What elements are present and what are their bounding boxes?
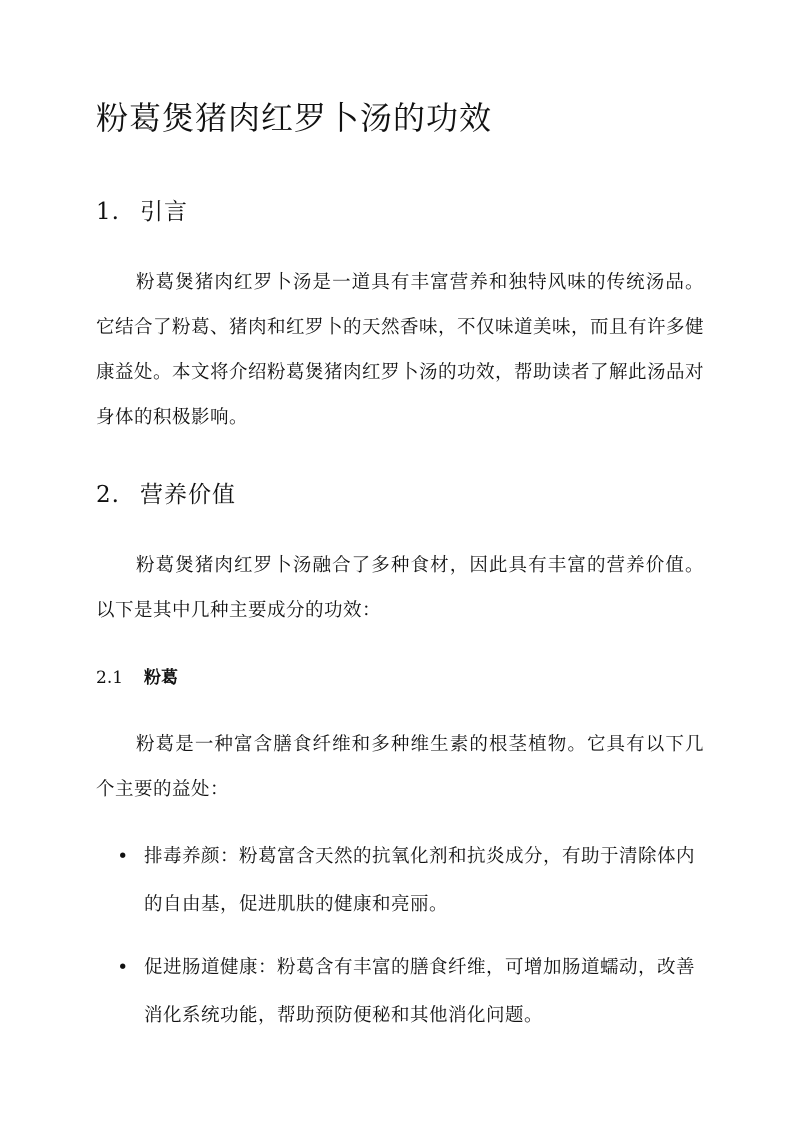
section-number: 2. — [96, 482, 120, 508]
subsection-heading-kudzu — [96, 666, 178, 690]
section-heading-nutrition — [96, 479, 236, 511]
nutrition-paragraph: 粉葛煲猪肉红罗卜汤融合了多种食材，因此具有丰富的营养价值。以下是其中几种主要成分的功效： — [96, 555, 704, 621]
list-item-text: 促进肠道健康：粉葛含有丰富的膳食纤维，可增加肠道蠕动，改善消化系统功能，帮助预防便秘和其他消化问题。 — [144, 957, 696, 1026]
section-title: 引言 — [140, 199, 188, 225]
subsection-number: 2.1 — [96, 668, 124, 688]
bullet-marker: • — [117, 957, 129, 978]
list-item — [116, 833, 704, 929]
section-heading-introduction — [96, 196, 188, 228]
section-title: 营养价值 — [140, 482, 236, 508]
introduction-paragraph: 粉葛煲猪肉红罗卜汤是一道具有丰富营养和独特风味的传统汤品。它结合了粉葛、猪肉和红罗卜的天然香味，不仅味道美味，而且有许多健康益处。本文将介绍粉葛煲猪肉红罗卜汤的功效，帮助读者了解此汤品对身体的积极影响。 — [96, 272, 705, 428]
kudzu-paragraph: 粉葛是一种富含膳食纤维和多种维生素的根茎植物。它具有以下几个主要的益处： — [96, 734, 704, 800]
list-item-text: 排毒养颜：粉葛富含天然的抗氧化剂和抗炎成分，有助于清除体内的自由基，促进肌肤的健康和亮丽。 — [144, 846, 696, 915]
document-title: 粉葛煲猪肉红罗卜汤的功效 — [96, 99, 493, 137]
list-item — [116, 944, 704, 1040]
bullet-marker: • — [117, 846, 129, 867]
subsection-title: 粉葛 — [144, 668, 178, 688]
section-number: 1. — [96, 199, 120, 225]
